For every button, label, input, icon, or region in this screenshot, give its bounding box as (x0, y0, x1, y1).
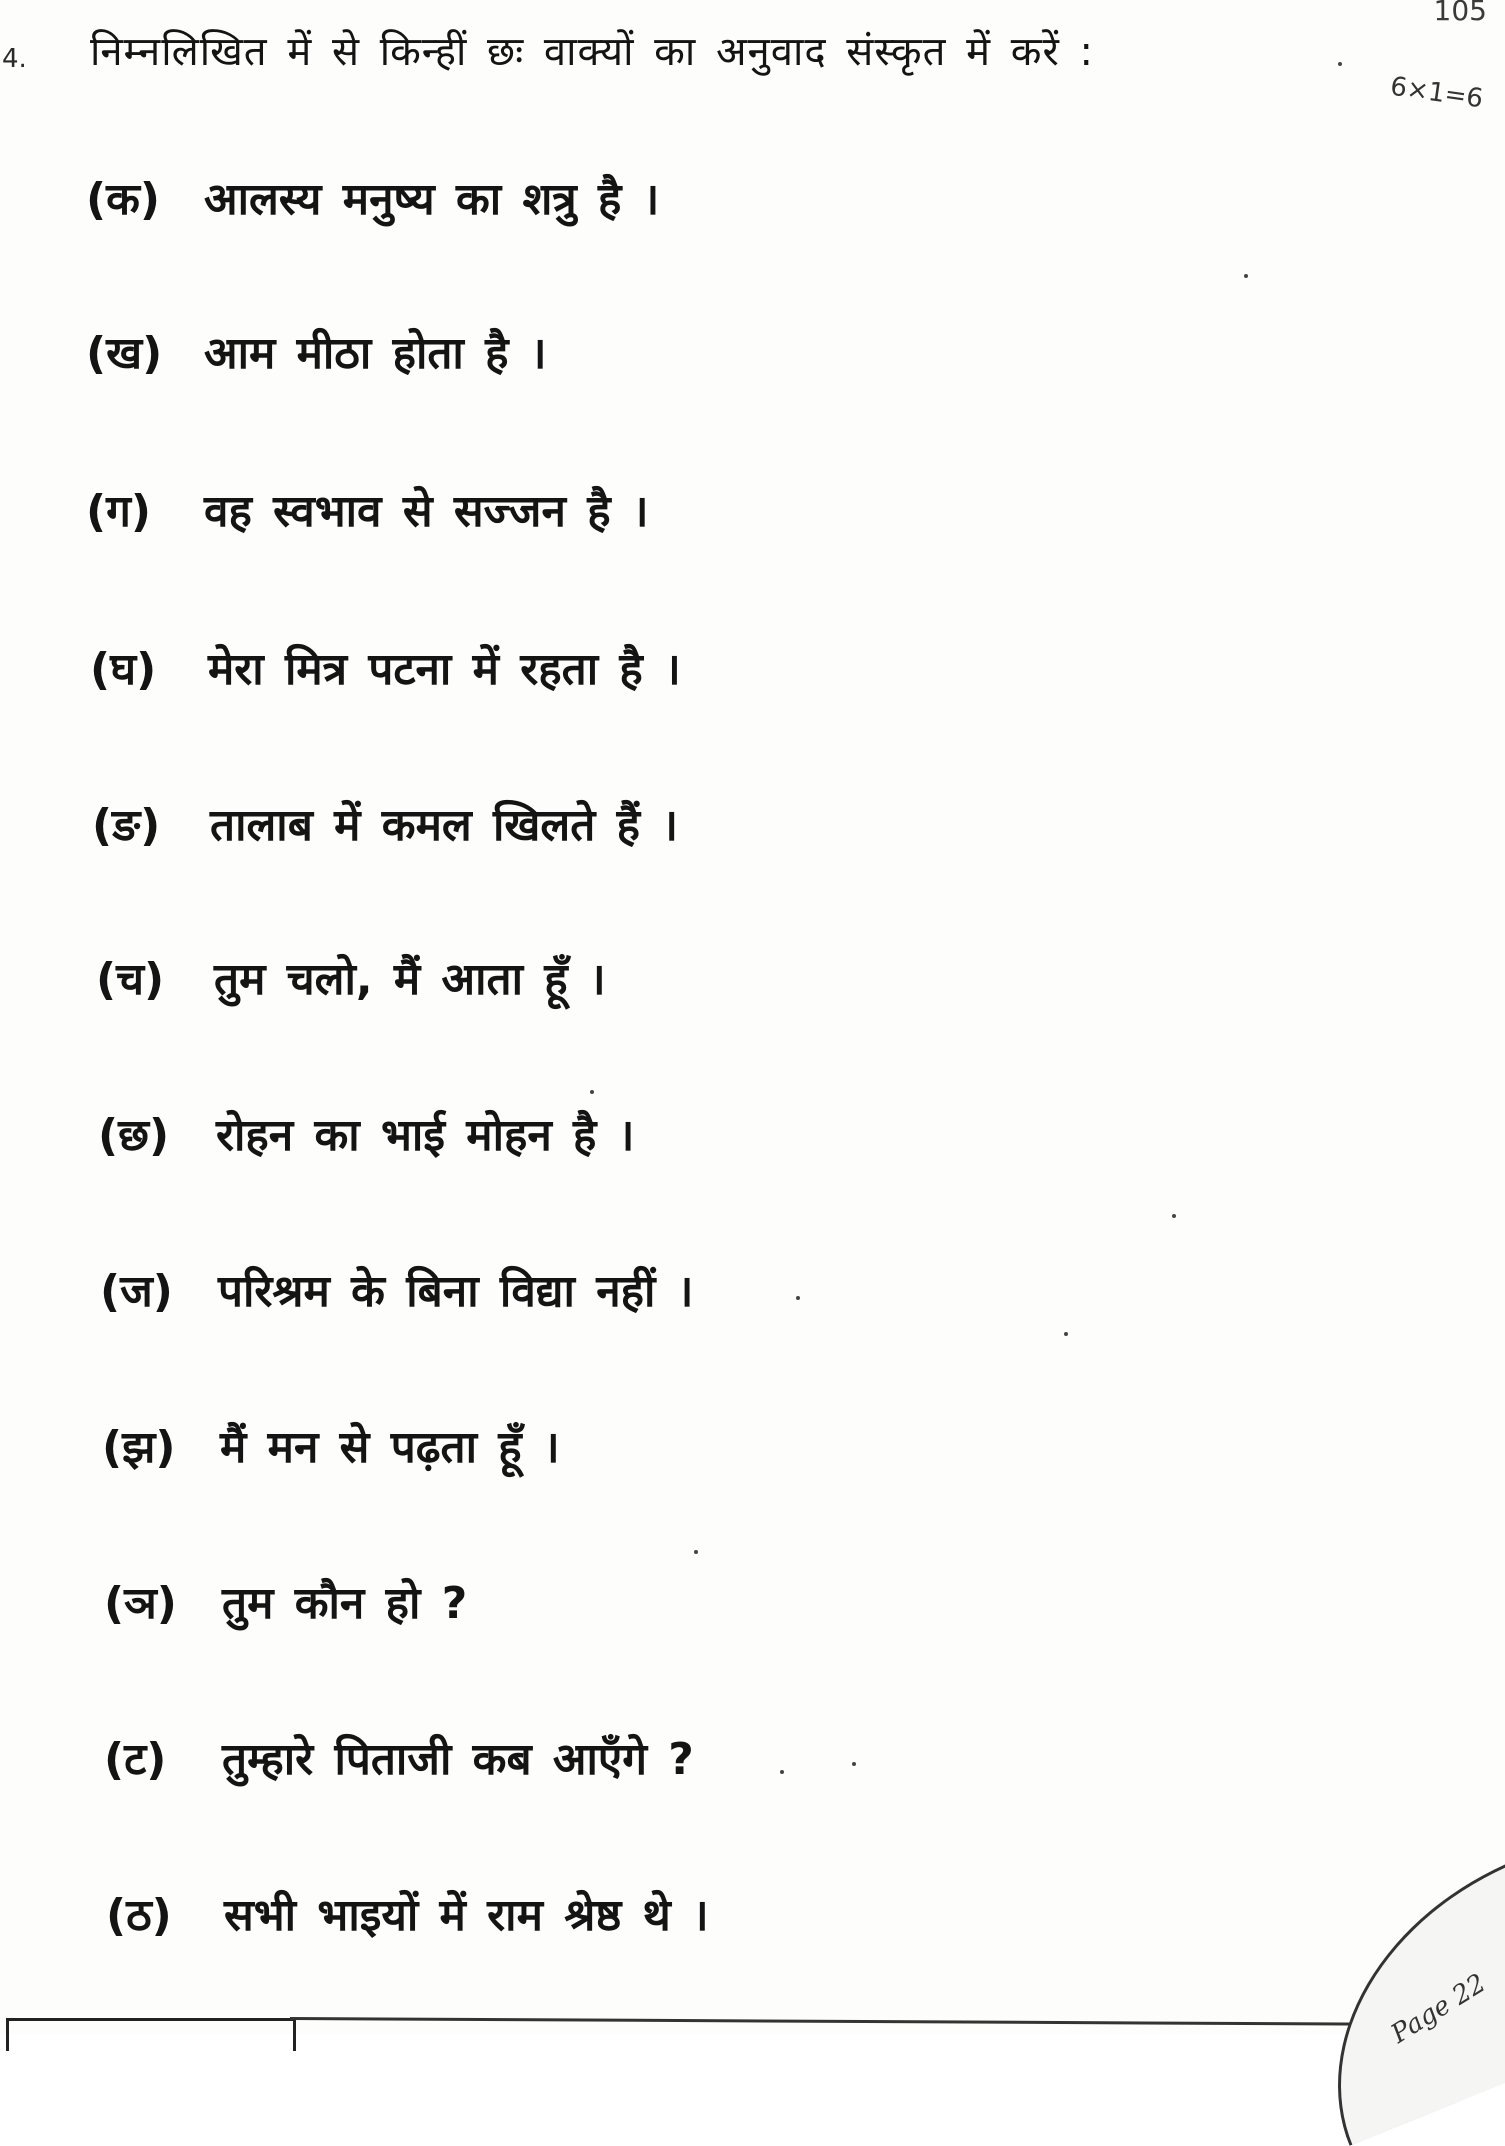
list-item (90, 640, 681, 700)
list-item (106, 1886, 709, 1946)
item-text: सभी भाइयों में राम श्रेष्ठ थे । (224, 1890, 709, 1941)
scan-speck (796, 1296, 800, 1300)
item-text: आलस्य मनुष्य का शत्रु है । (204, 174, 660, 225)
item-label: (ज) (100, 1266, 173, 1317)
list-item (102, 1418, 560, 1478)
item-label: (घ) (90, 644, 157, 695)
list-item (86, 324, 547, 384)
corner-mark: 105 (1433, 0, 1487, 27)
scan-speck (780, 1770, 784, 1774)
question-number: 4. (2, 44, 27, 74)
item-text: परिश्रम के बिना विद्या नहीं । (218, 1266, 694, 1317)
list-item (100, 1262, 693, 1322)
item-text: मेरा मित्र पटना में रहता है । (208, 644, 681, 695)
item-text: तालाब में कमल खिलते हैं । (210, 800, 679, 851)
item-text: मैं मन से पढ़ता हूँ । (220, 1422, 560, 1473)
item-label: (ञ) (104, 1578, 177, 1629)
scan-speck (590, 1090, 594, 1094)
item-label: (ग) (86, 486, 151, 537)
item-text: तुम्हारे पिताजी कब आएँगे ? (222, 1734, 694, 1785)
scan-speck (1244, 274, 1248, 278)
list-item (96, 950, 606, 1010)
item-label: (छ) (98, 1110, 170, 1161)
item-label: (ठ) (106, 1890, 172, 1941)
scan-speck (694, 1550, 698, 1554)
item-text: तुम कौन हो ? (222, 1578, 468, 1629)
list-item (104, 1730, 694, 1790)
item-text: तुम चलो, मैं आता हूँ । (214, 954, 606, 1005)
scan-speck (852, 1762, 856, 1766)
question-instruction: निम्नलिखित में से किन्हीं छः वाक्यों का अनुवाद संस्कृत में करें : (90, 29, 1095, 75)
list-item (104, 1574, 467, 1634)
item-label: (च) (96, 954, 165, 1005)
item-label: (ख) (86, 328, 163, 379)
item-label: (झ) (102, 1422, 176, 1473)
footer-code-box (6, 2018, 296, 2051)
list-item (92, 796, 678, 856)
item-label: (ट) (104, 1734, 167, 1785)
item-label: (क) (86, 174, 161, 225)
bottom-rule (290, 2017, 1370, 2026)
list-item (98, 1106, 634, 1166)
item-text: रोहन का भाई मोहन है । (216, 1110, 635, 1161)
scan-speck (1064, 1332, 1068, 1336)
scan-speck (1338, 62, 1342, 66)
item-text: वह स्वभाव से सज्जन है । (204, 486, 649, 537)
list-item (86, 482, 649, 542)
page-stamp: Page 22 (1385, 1968, 1491, 2050)
item-text: आम मीठा होता है । (204, 328, 547, 379)
list-item (86, 170, 659, 230)
item-label: (ङ) (92, 800, 161, 851)
marks-note: 6×1=6 (1388, 71, 1485, 115)
scan-speck (1172, 1214, 1176, 1218)
